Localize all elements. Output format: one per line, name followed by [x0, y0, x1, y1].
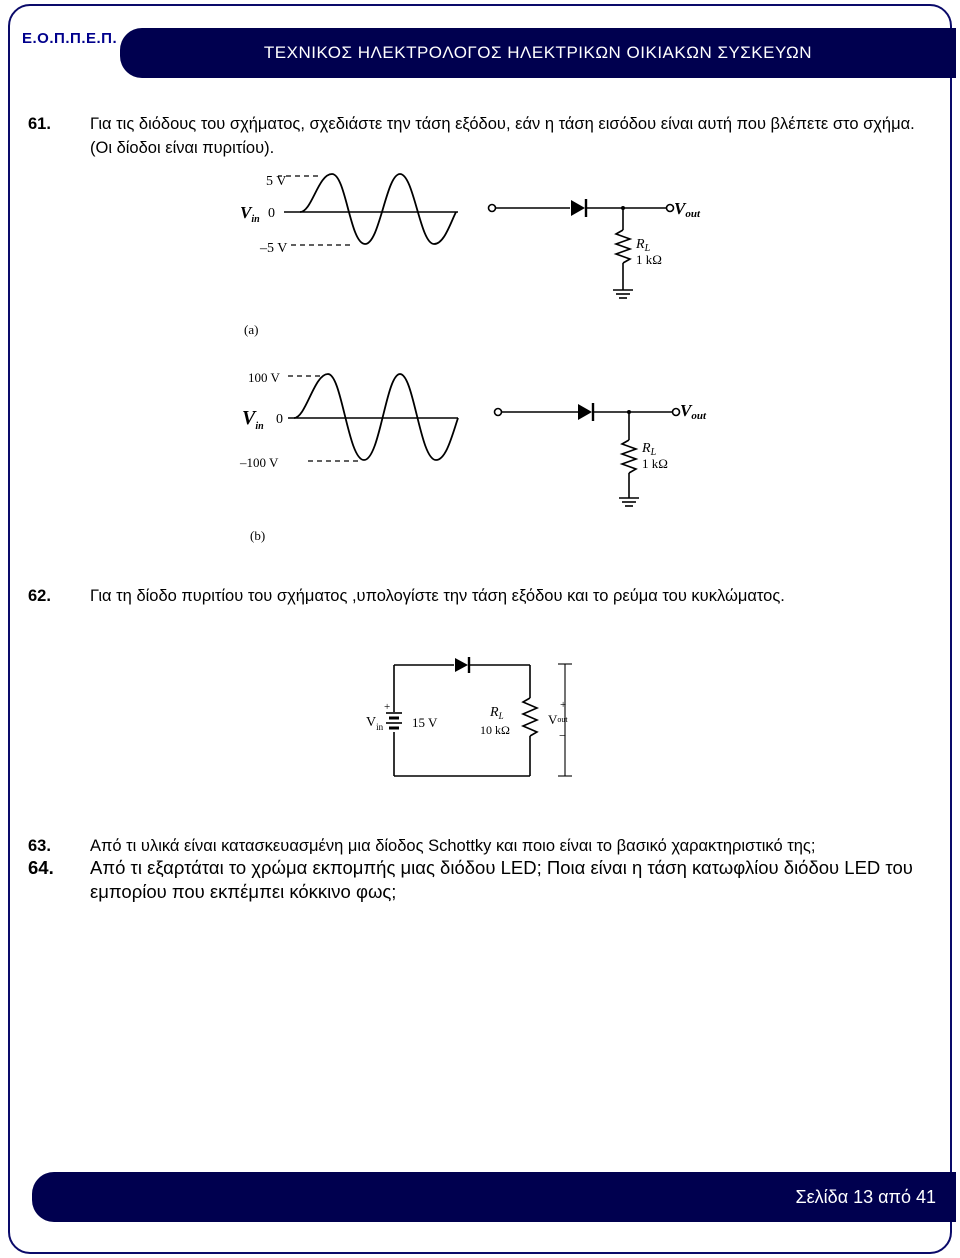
waveform-a: [300, 174, 456, 244]
question-text: Από τι εξαρτάται το χρώμα εκπομπής μιας διόδου LED; Ποια είναι η τάση κατωφλίου διόδου LED του εμπορίου που εκπέμπει κόκκινο φως;: [90, 857, 913, 902]
page-number: Σελίδα 13 από 41: [795, 1186, 936, 1207]
rl-label-a: $R_L$: [636, 237, 651, 254]
header-title: ΤΕΧΝΙΚΟΣ ΗΛΕΚΤΡΟΛΟΓΟΣ ΗΛΕΚΤΡΙΚΩΝ ΟΙΚΙΑΚΩΝ ΣΥΣΚΕΥΩΝ: [263, 43, 812, 62]
pos-label-a: 5 V: [266, 174, 287, 189]
node-b: [627, 410, 631, 414]
vin-label-a: $V_{in}$: [240, 203, 260, 225]
question-text: Για τη δίοδο πυριτίου του σχήματος ,υπολογίστε την τάση εξόδου και το ρεύμα του κυκλώματος.: [90, 587, 785, 605]
waveform-b: [294, 374, 458, 460]
question-63: [28, 834, 938, 858]
footer-bar: [32, 1172, 956, 1222]
resistor-b: [622, 440, 636, 473]
figure-a: [230, 168, 770, 350]
vout-label-a: Vout: [674, 199, 701, 220]
zero-label-a: 0: [268, 206, 275, 221]
battery-plus: +: [384, 701, 391, 713]
zero-label-b: 0: [276, 412, 283, 427]
output-terminal-a: [667, 205, 674, 212]
figure-b: [230, 364, 770, 546]
rl-value-b: 1 kΩ: [642, 456, 668, 471]
rl-value-a: 1 kΩ: [636, 252, 662, 267]
question-number: 64.: [28, 857, 54, 878]
question-number: 61.: [28, 115, 51, 133]
rl-label-c: $R_L$: [490, 705, 504, 721]
vin-label-c: $V_{in}$: [366, 715, 384, 732]
output-terminal-b: [673, 409, 680, 416]
question-number: 62.: [28, 587, 51, 605]
question-text: Από τι υλικά είναι κατασκευασμένη μια δίοδος Schottky και ποιο είναι το βασικό χαρακτηριστικό της;: [90, 837, 816, 855]
question-64: [28, 856, 938, 904]
header-org: Ε.Ο.Π.Π.Ε.Π.: [22, 30, 118, 47]
figure-c: [360, 650, 590, 786]
vout-minus: −: [559, 728, 567, 743]
node-a: [621, 206, 625, 210]
vout-label-b: Vout: [680, 401, 707, 422]
input-terminal-a: [489, 205, 496, 212]
caption-a: (a): [244, 322, 259, 337]
question-61: [28, 112, 938, 160]
rl-label-b: $R_L$: [642, 441, 657, 458]
question-number: 63.: [28, 837, 51, 855]
source-value-c: 15 V: [412, 715, 438, 730]
pos-label-b: 100 V: [248, 370, 280, 385]
neg-label-b: –100 V: [240, 455, 279, 470]
neg-label-a: –5 V: [260, 241, 288, 256]
input-terminal-b: [495, 409, 502, 416]
question-62: [28, 584, 938, 608]
vout-plus: +: [560, 699, 567, 711]
diode-b: [578, 404, 592, 420]
diode-c: [455, 658, 468, 672]
diode-a: [571, 200, 585, 216]
vout-label-c: Vout: [548, 712, 568, 727]
resistor-c: [523, 698, 537, 736]
rl-value-c: 10 kΩ: [480, 723, 510, 737]
header-bar: [120, 28, 956, 78]
resistor-a: [616, 230, 630, 263]
vin-label-b: $V_{in}$: [242, 407, 264, 432]
question-text: Για τις διόδους του σχήματος, σχεδιάστε την τάση εξόδου, εάν η τάση εισόδου είναι αυτή που βλέπετε στο σχήμα. (Οι δίοδοι είναι πυριτίου).: [90, 115, 915, 157]
caption-b: (b): [250, 528, 266, 543]
